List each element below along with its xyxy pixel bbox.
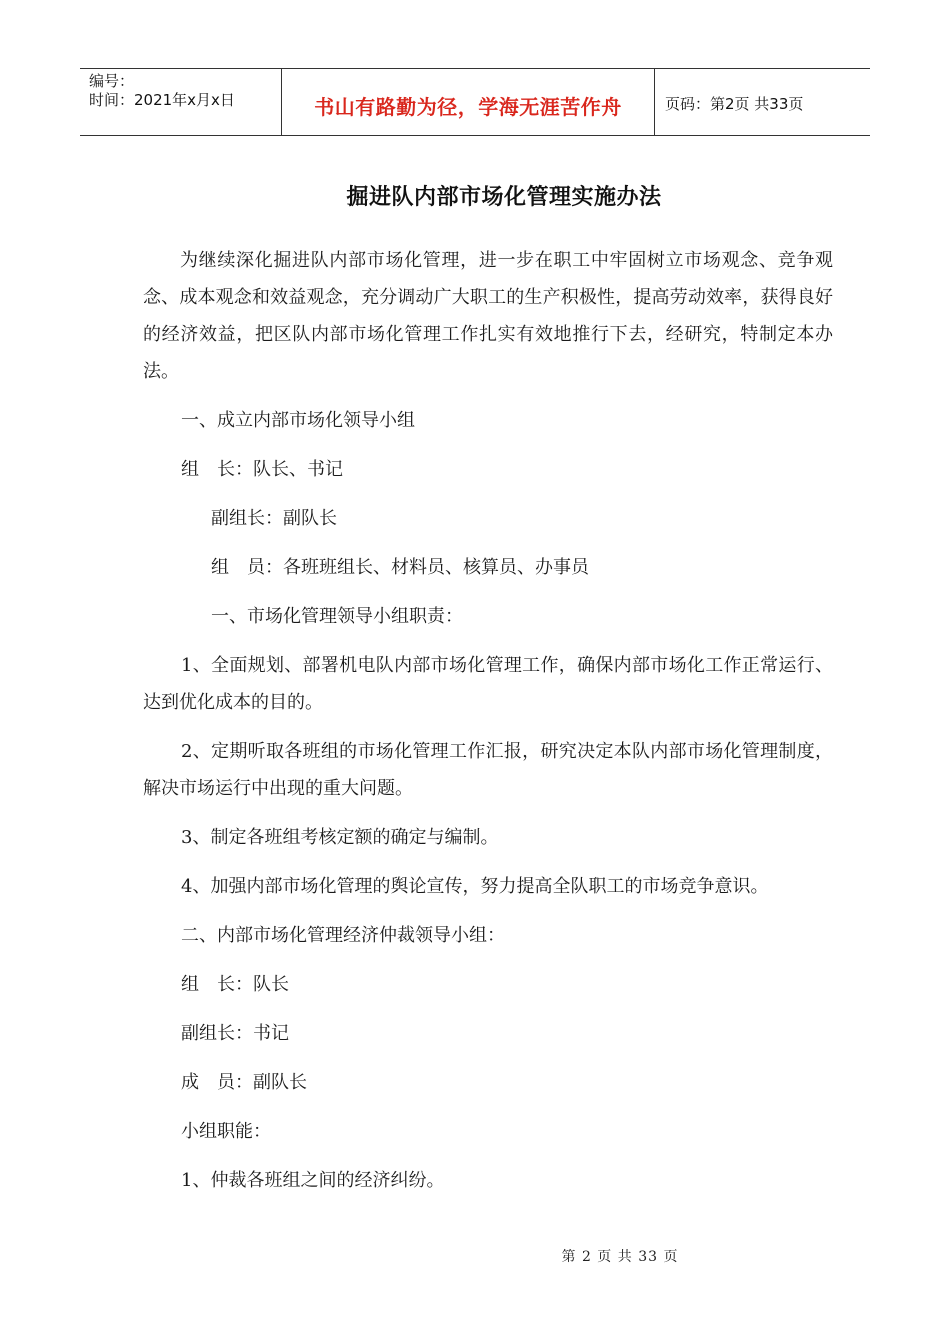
section1-leader: 组 长：队长、书记 — [181, 459, 343, 480]
section2-heading: 二、内部市场化管理经济仲裁领导小组： — [181, 925, 505, 946]
time-label: 时间：2021年x月x日 — [89, 91, 235, 109]
duty-item-4: 4、加强内部市场化管理的舆论宣传，努力提高全队职工的市场竞争意识。 — [181, 876, 769, 897]
number-label: 编号： — [89, 72, 135, 90]
section2-members: 成 员：副队长 — [181, 1072, 307, 1093]
motto-text: 书山有路勤为径，学海无涯苦作舟 — [314, 94, 622, 119]
duty-item-2: 2、定期听取各班组的市场化管理工作汇报，研究决定本队内部市场化管理制度，解决市场运行中出现的重大问题。 — [143, 741, 833, 799]
header-motto-cell — [281, 69, 655, 135]
duty-item-1: 1、全面规划、部署机电队内部市场化管理工作，确保内部市场化工作正常运行、达到优化成本的目的。 — [143, 655, 833, 713]
duties-heading: 一、市场化管理领导小组职责： — [211, 606, 463, 627]
header-meta-cell — [80, 69, 281, 135]
duty-item-3: 3、制定各班组考核定额的确定与编制。 — [181, 827, 499, 848]
section1-members: 组 员：各班班组长、材料员、核算员、办事员 — [211, 557, 589, 578]
document-title: 掘进队内部市场化管理实施办法 — [346, 185, 662, 210]
page-footer: 第 2 页 共 33 页 — [561, 1249, 679, 1265]
section2-deputy: 副组长：书记 — [181, 1023, 289, 1044]
section1-heading: 一、成立内部市场化领导小组 — [181, 410, 415, 431]
functions-heading: 小组职能： — [181, 1121, 271, 1142]
header-table — [80, 68, 870, 136]
header-page-cell — [655, 69, 870, 135]
page-info: 页码：第2页 共33页 — [665, 95, 804, 113]
document-body — [143, 242, 833, 1211]
section2-leader: 组 长：队长 — [181, 974, 289, 995]
function-item-1: 1、仲裁各班组之间的经济纠纷。 — [181, 1170, 445, 1191]
intro-paragraph: 为继续深化掘进队内部市场化管理，进一步在职工中牢固树立市场观念、竞争观念、成本观念和效益观念，充分调动广大职工的生产积极性，提高劳动效率，获得良好的经济效益，把区队内部市场化管理工作扎实有效地推行下去，经研究，特制定本办法。 — [143, 250, 833, 382]
section1-deputy: 副组长：副队长 — [211, 508, 337, 529]
